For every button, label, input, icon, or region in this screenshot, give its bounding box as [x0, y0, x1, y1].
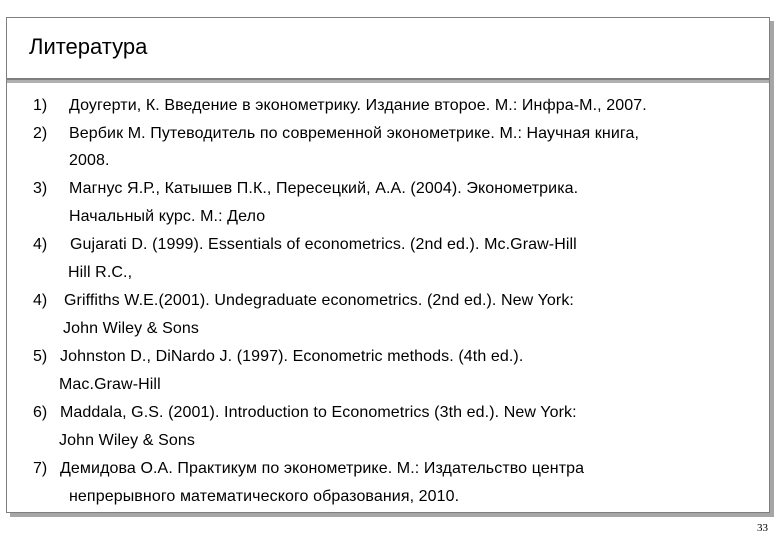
- reference-number: 4): [33, 292, 48, 309]
- reference-number: 7): [33, 460, 48, 477]
- reference-number: 3): [33, 180, 48, 197]
- reference-text: Gujarati D. (1999). Essentials of econometrics. (2nd ed.). Mc.Graw-Hill: [70, 236, 577, 253]
- reference-text: Магнус Я.Р., Катышев П.К., Пересецкий, А.А. (2004). Эконометрика.: [69, 180, 579, 197]
- reference-text: Вербик М. Путеводитель по современной эконометрике. М.: Научная книга,: [69, 125, 639, 142]
- reference-text: Griffiths W.E.(2001). Undegraduate econometrics. (2nd ed.). New York:: [64, 292, 574, 309]
- reference-text: Johnston D., DiNardo J. (1997). Econometric methods. (4th ed.).: [60, 348, 524, 365]
- reference-text: John Wiley & Sons: [59, 432, 195, 449]
- reference-text: Hill R.C.,: [68, 264, 133, 281]
- slide-title: Литература: [29, 34, 148, 59]
- slide-frame: [6, 17, 770, 513]
- reference-text: Доугерти, К. Введение в эконометрику. Издание второе. М.: Инфра-М., 2007.: [69, 97, 647, 114]
- reference-text: Начальный курс. М.: Дело: [69, 208, 266, 225]
- reference-number: 2): [33, 125, 48, 142]
- reference-number: 1): [33, 97, 48, 114]
- page-number: 33: [757, 522, 768, 534]
- reference-number: 4): [33, 236, 48, 253]
- reference-text: Mac.Graw-Hill: [59, 376, 161, 393]
- reference-text: 2008.: [69, 152, 110, 169]
- reference-number: 5): [33, 348, 48, 365]
- reference-text: Maddala, G.S. (2001). Introduction to Econometrics (3th ed.). New York:: [60, 404, 577, 421]
- reference-number: 6): [33, 404, 48, 421]
- reference-text: John Wiley & Sons: [63, 320, 199, 337]
- reference-text: непрерывного математического образования, 2010.: [69, 488, 460, 505]
- title-bar: [7, 18, 769, 80]
- reference-text: Демидова О.А. Практикум по эконометрике. М.: Издательство центра: [60, 460, 585, 477]
